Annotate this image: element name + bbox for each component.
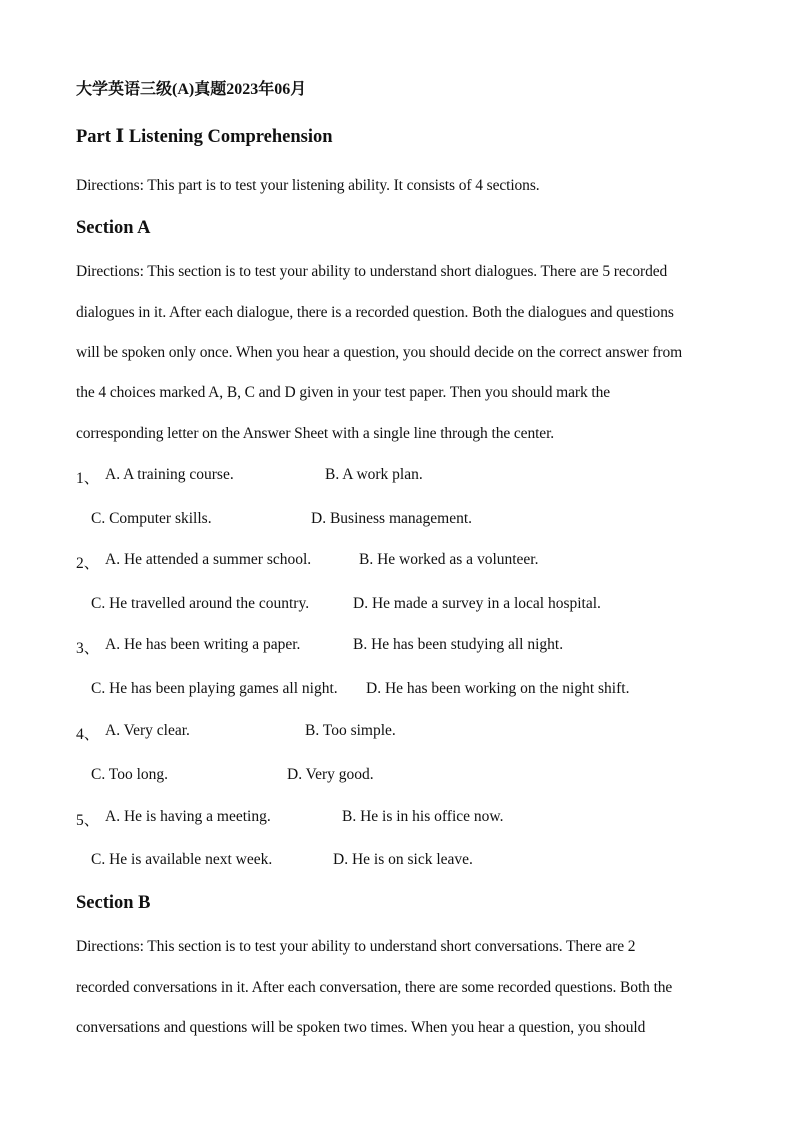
option-b: B. He is in his office now. <box>342 808 504 825</box>
option-b: B. Too simple. <box>305 722 396 739</box>
option-c: C. He travelled around the country. <box>91 595 310 612</box>
section-b-heading: Section B <box>76 893 151 913</box>
question-number: 2、 <box>76 555 100 572</box>
option-c: C. Too long. <box>91 766 169 783</box>
section-a-directions-line: dialogues in it. After each dialogue, there is a recorded question. Both the dialogues and questions <box>76 304 674 321</box>
section-b-directions-line: recorded conversations in it. After each conversation, there are some recorded questions. Both the <box>76 979 673 996</box>
section-b-directions-line: conversations and questions will be spoken two times. When you hear a question, you should <box>76 1019 646 1036</box>
section-a-directions-line: will be spoken only once. When you hear a question, you should decide on the correct answer from <box>76 344 683 361</box>
option-d: D. He made a survey in a local hospital. <box>353 595 601 612</box>
section-b-directions-line: Directions: This section is to test your ability to understand short conversations. There are 2 <box>76 938 636 955</box>
question-number: 1、 <box>76 470 100 487</box>
option-c: C. He has been playing games all night. <box>91 680 338 697</box>
document-title: 大学英语三级(A)真题2023年06月 <box>76 81 307 98</box>
option-c: C. He is available next week. <box>91 851 273 868</box>
option-d: D. Business management. <box>311 510 473 527</box>
part-directions: Directions: This part is to test your listening ability. It consists of 4 sections. <box>76 177 540 194</box>
option-d: D. He has been working on the night shift. <box>366 680 630 697</box>
option-d: D. He is on sick leave. <box>333 851 473 868</box>
question-number: 3、 <box>76 640 100 657</box>
option-a: A. Very clear. <box>105 722 190 739</box>
option-a: A. A training course. <box>105 466 234 483</box>
section-a-heading: Section A <box>76 218 151 238</box>
option-a: A. He attended a summer school. <box>105 551 312 568</box>
option-a: A. He has been writing a paper. <box>105 636 301 653</box>
section-a-directions-line: the 4 choices marked A, B, C and D given in your test paper. Then you should mark the <box>76 384 611 401</box>
option-d: D. Very good. <box>287 766 374 783</box>
section-a-directions-line: corresponding letter on the Answer Sheet with a single line through the center. <box>76 425 555 442</box>
option-a: A. He is having a meeting. <box>105 808 271 825</box>
section-a-directions-line: Directions: This section is to test your ability to understand short dialogues. There are 5 recorded <box>76 263 668 280</box>
option-b: B. He has been studying all night. <box>353 636 564 653</box>
option-b: B. A work plan. <box>325 466 423 483</box>
option-c: C. Computer skills. <box>91 510 212 527</box>
question-number: 5、 <box>76 812 100 829</box>
question-number: 4、 <box>76 726 100 743</box>
option-b: B. He worked as a volunteer. <box>359 551 539 568</box>
part-heading: Part Ⅰ Listening Comprehension <box>76 127 333 147</box>
